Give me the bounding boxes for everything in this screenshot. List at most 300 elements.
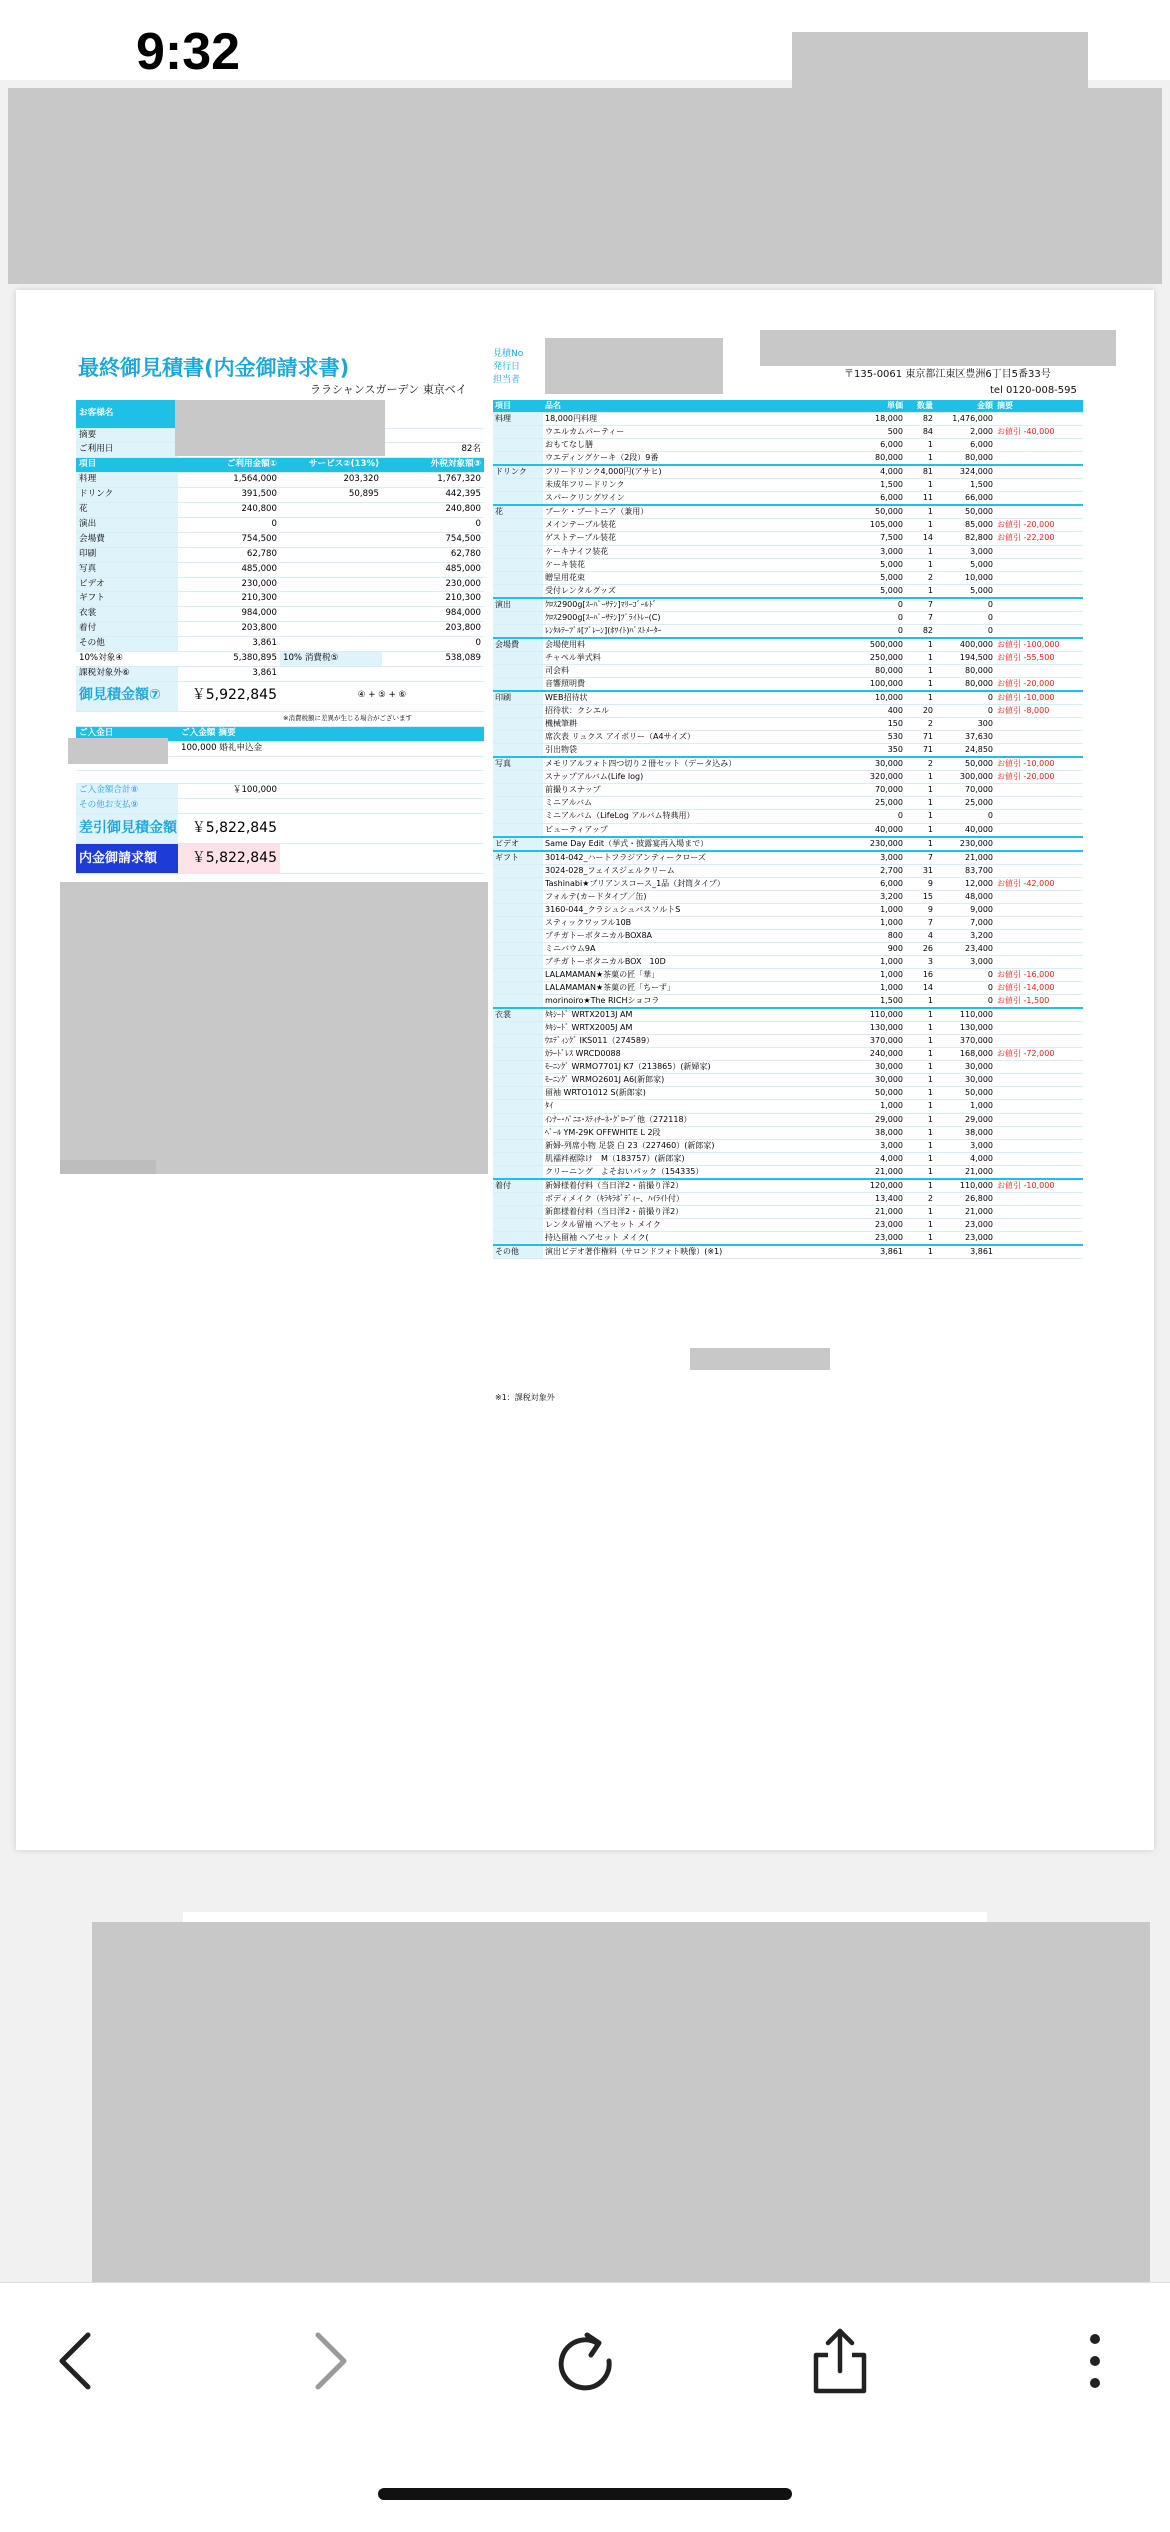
amount: 391,500 bbox=[178, 488, 280, 503]
item-row bbox=[493, 1008, 1083, 1022]
redacted-block bbox=[92, 1922, 1150, 2282]
quantity: 1 bbox=[905, 638, 935, 652]
item-name: 未成年フリードリンク bbox=[543, 479, 843, 492]
quantity: 1 bbox=[905, 837, 935, 851]
category bbox=[493, 823, 543, 837]
quantity: 1 bbox=[905, 1113, 935, 1126]
quantity: 14 bbox=[905, 982, 935, 995]
amount: 0 bbox=[935, 611, 995, 624]
quantity: 7 bbox=[905, 916, 935, 929]
share-button[interactable] bbox=[800, 2321, 880, 2401]
category bbox=[493, 969, 543, 982]
unit-price: 4,000 bbox=[843, 465, 905, 479]
items-table bbox=[493, 400, 1083, 1259]
item-row bbox=[493, 877, 1083, 890]
amount: 0 bbox=[935, 705, 995, 718]
quantity: 1 bbox=[905, 651, 935, 664]
item-name: 3014-042_ハートフラジアンティークローズ bbox=[543, 851, 843, 865]
quantity: 15 bbox=[905, 890, 935, 903]
category bbox=[493, 558, 543, 571]
item-row bbox=[493, 611, 1083, 624]
category: その他 bbox=[76, 637, 178, 652]
category bbox=[493, 479, 543, 492]
item-row bbox=[493, 1139, 1083, 1152]
amount: 230,000 bbox=[935, 837, 995, 851]
item-row bbox=[493, 890, 1083, 903]
amount: 50,000 bbox=[935, 505, 995, 519]
unit-price: 30,000 bbox=[843, 1074, 905, 1087]
amount: 130,000 bbox=[935, 1022, 995, 1035]
category: ビデオ bbox=[493, 837, 543, 851]
remark bbox=[995, 1035, 1083, 1048]
unit-price: 6,000 bbox=[843, 492, 905, 506]
amount: 23,000 bbox=[935, 1218, 995, 1231]
amount: 37,630 bbox=[935, 731, 995, 744]
quantity: 1 bbox=[905, 1245, 935, 1259]
quantity: 1 bbox=[905, 1165, 935, 1179]
amount: 485,000 bbox=[382, 562, 484, 577]
amount: 40,000 bbox=[935, 823, 995, 837]
category bbox=[493, 545, 543, 558]
category bbox=[493, 916, 543, 929]
unit-price: 320,000 bbox=[843, 771, 905, 784]
pay-amount-header: ご入金額 摘要 bbox=[178, 726, 484, 741]
note-row bbox=[76, 711, 484, 726]
item-row bbox=[493, 784, 1083, 797]
quantity: 71 bbox=[905, 744, 935, 758]
remark bbox=[995, 598, 1083, 612]
item-row bbox=[493, 731, 1083, 744]
redacted-block bbox=[760, 330, 1116, 366]
amount: 984,000 bbox=[382, 607, 484, 622]
item-name: 持込留袖 ヘアセット メイク( bbox=[543, 1231, 843, 1245]
item-name: 席次表 リュクス アイボリー（A4サイズ） bbox=[543, 731, 843, 744]
unit-price: 21,000 bbox=[843, 1165, 905, 1179]
back-button[interactable] bbox=[36, 2321, 116, 2401]
amount: 30,000 bbox=[935, 1061, 995, 1074]
unit-price: 1,000 bbox=[843, 916, 905, 929]
item-name: おもてなし膳 bbox=[543, 439, 843, 452]
remark bbox=[995, 1074, 1083, 1087]
amount: 110,000 bbox=[935, 1179, 995, 1193]
category bbox=[493, 797, 543, 810]
item-row bbox=[493, 771, 1083, 784]
item-name: WEB招待状 bbox=[543, 691, 843, 705]
amount: 3,000 bbox=[935, 545, 995, 558]
quantity: 1 bbox=[905, 823, 935, 837]
category: 着付 bbox=[76, 622, 178, 637]
item-row bbox=[493, 823, 1083, 837]
unit-price: 80,000 bbox=[843, 664, 905, 677]
remark bbox=[995, 479, 1083, 492]
unit-price: 3,000 bbox=[843, 851, 905, 865]
amount: 29,000 bbox=[935, 1113, 995, 1126]
quantity: 1 bbox=[905, 995, 935, 1009]
amount: 1,500 bbox=[935, 479, 995, 492]
info-label: 摘要 bbox=[76, 428, 178, 443]
item-name: チャペル挙式料 bbox=[543, 651, 843, 664]
unit-price: 800 bbox=[843, 929, 905, 942]
summary-row bbox=[76, 637, 484, 652]
category: ドリンク bbox=[76, 488, 178, 503]
amount: 21,000 bbox=[935, 1205, 995, 1218]
amount: 400,000 bbox=[935, 638, 995, 652]
category bbox=[493, 718, 543, 731]
unit-price: 10,000 bbox=[843, 691, 905, 705]
amount: 230,000 bbox=[178, 577, 280, 592]
item-name: 音響照明費 bbox=[543, 677, 843, 691]
remark bbox=[995, 916, 1083, 929]
item-name: スティックワッフル10B bbox=[543, 916, 843, 929]
item-name: 司会料 bbox=[543, 664, 843, 677]
info-label: ご利用日 bbox=[76, 443, 178, 458]
column-header: 数量 bbox=[905, 400, 935, 413]
item-name: 新郎様着付料（当日洋2・前撮り洋2） bbox=[543, 1205, 843, 1218]
paid-total-label: ご入金額合計⑧ bbox=[76, 784, 178, 799]
item-name: ウエディングケーキ（2段）9番 bbox=[543, 452, 843, 466]
item-name: スナップアルバム(Life log) bbox=[543, 771, 843, 784]
quantity: 2 bbox=[905, 757, 935, 771]
amount: 300 bbox=[935, 718, 995, 731]
category bbox=[493, 903, 543, 916]
item-name: ミニバウム9A bbox=[543, 942, 843, 955]
remark: お値引 -22,200 bbox=[995, 532, 1083, 545]
quantity: 16 bbox=[905, 969, 935, 982]
category bbox=[493, 519, 543, 532]
quantity: 82 bbox=[905, 624, 935, 638]
share-icon bbox=[808, 2327, 872, 2395]
redacted-block bbox=[792, 32, 1088, 90]
item-row bbox=[493, 1100, 1083, 1113]
summary-row bbox=[76, 488, 484, 503]
category: 花 bbox=[493, 505, 543, 519]
info-value: 82名 bbox=[382, 443, 484, 458]
amount: 3,000 bbox=[935, 955, 995, 968]
item-name: 留袖 WRTO1012 S(新郎家) bbox=[543, 1087, 843, 1100]
quantity: 71 bbox=[905, 731, 935, 744]
note: ※消費税額に差異が生じる場合がございます bbox=[280, 711, 484, 726]
forward-icon bbox=[308, 2329, 352, 2393]
amount: 62,780 bbox=[178, 547, 280, 562]
unit-price: 30,000 bbox=[843, 757, 905, 771]
category: ドリンク bbox=[493, 465, 543, 479]
item-name: ｸﾛｽ2900g[ｽｰﾊﾟｰｻﾃﾝ]ﾌﾟﾗｲﾄﾚｰ(C) bbox=[543, 611, 843, 624]
item-row bbox=[493, 545, 1083, 558]
quantity: 1 bbox=[905, 797, 935, 810]
category bbox=[493, 1192, 543, 1205]
tel: tel 0120-008-595 bbox=[990, 385, 1077, 396]
amount: 62,780 bbox=[382, 547, 484, 562]
remark bbox=[995, 1139, 1083, 1152]
item-name: morinoiro★The RICHショコラ bbox=[543, 995, 843, 1009]
remark bbox=[995, 505, 1083, 519]
paid-row bbox=[76, 784, 484, 799]
item-name: LALAMAMAN★茶菓の匠「華」 bbox=[543, 969, 843, 982]
column-header: 品名 bbox=[543, 400, 843, 413]
item-name: ｶﾗｰﾄﾞﾚｽ WRCD0088 bbox=[543, 1048, 843, 1061]
staff-label: 担当者 bbox=[493, 375, 521, 385]
remark bbox=[995, 823, 1083, 837]
amount: 203,320 bbox=[280, 473, 382, 488]
item-row bbox=[493, 1035, 1083, 1048]
item-row bbox=[493, 1113, 1083, 1126]
blank bbox=[178, 799, 484, 814]
item-row bbox=[493, 810, 1083, 823]
formula: ④ + ⑤ + ⑥ bbox=[280, 681, 484, 711]
amount: 370,000 bbox=[935, 1035, 995, 1048]
amount: 85,000 bbox=[935, 519, 995, 532]
remark bbox=[995, 903, 1083, 916]
item-row bbox=[493, 677, 1083, 691]
remark bbox=[995, 624, 1083, 638]
amount bbox=[280, 562, 382, 577]
remark: お値引 -20,000 bbox=[995, 771, 1083, 784]
unit-price: 530 bbox=[843, 731, 905, 744]
item-name: ﾀｷｼｰﾄﾞ WRTX2013J AM bbox=[543, 1008, 843, 1022]
quantity: 14 bbox=[905, 532, 935, 545]
quantity: 1 bbox=[905, 771, 935, 784]
estimate-row bbox=[76, 681, 484, 711]
remark: お値引 -100,000 bbox=[995, 638, 1083, 652]
amount: 300,000 bbox=[935, 771, 995, 784]
remark: お値引 -10,000 bbox=[995, 1179, 1083, 1193]
column-header: サービス②(13%) bbox=[280, 458, 382, 473]
unit-price: 40,000 bbox=[843, 823, 905, 837]
amount: 754,500 bbox=[382, 532, 484, 547]
item-row bbox=[493, 413, 1083, 426]
reload-button[interactable] bbox=[545, 2321, 625, 2401]
tax-row bbox=[76, 652, 484, 667]
category: 着付 bbox=[493, 1179, 543, 1193]
item-row bbox=[493, 744, 1083, 758]
amount: 3,861 bbox=[935, 1245, 995, 1259]
remark bbox=[995, 1231, 1083, 1245]
item-name: 受付レンタルグッズ bbox=[543, 584, 843, 598]
item-name: ウエルカムパーティー bbox=[543, 426, 843, 439]
redacted-block bbox=[690, 1348, 830, 1370]
unit-price: 6,000 bbox=[843, 877, 905, 890]
balance-value: ￥5,822,845 bbox=[178, 814, 280, 844]
item-name: ミニアルバム bbox=[543, 797, 843, 810]
quantity: 82 bbox=[905, 413, 935, 426]
amount: 0 bbox=[935, 995, 995, 1009]
remark bbox=[995, 1100, 1083, 1113]
amount: 80,000 bbox=[935, 677, 995, 691]
amount: 0 bbox=[935, 810, 995, 823]
unit-price: 3,000 bbox=[843, 545, 905, 558]
amount bbox=[280, 532, 382, 547]
invoice-value: ￥5,822,845 bbox=[178, 844, 280, 874]
amount: 0 bbox=[935, 624, 995, 638]
quantity: 1 bbox=[905, 1061, 935, 1074]
item-row bbox=[493, 651, 1083, 664]
category: 衣裳 bbox=[76, 607, 178, 622]
unit-price: 1,000 bbox=[843, 955, 905, 968]
amount: 23,400 bbox=[935, 942, 995, 955]
quantity: 11 bbox=[905, 492, 935, 506]
category bbox=[493, 1074, 543, 1087]
item-row bbox=[493, 1218, 1083, 1231]
category bbox=[493, 1100, 543, 1113]
unit-price: 1,500 bbox=[843, 479, 905, 492]
amount: 21,000 bbox=[935, 1165, 995, 1179]
quantity: 1 bbox=[905, 558, 935, 571]
category: 料理 bbox=[493, 413, 543, 426]
quantity: 7 bbox=[905, 851, 935, 865]
amount: 3,000 bbox=[935, 1139, 995, 1152]
remark bbox=[995, 1126, 1083, 1139]
quantity: 31 bbox=[905, 864, 935, 877]
amount: 50,000 bbox=[935, 1087, 995, 1100]
unit-price: 250,000 bbox=[843, 651, 905, 664]
forward-button[interactable] bbox=[290, 2321, 370, 2401]
item-name: ミニアルバム（LifeLog アルバム特典用） bbox=[543, 810, 843, 823]
remark bbox=[995, 731, 1083, 744]
amount bbox=[280, 607, 382, 622]
unit-price: 6,000 bbox=[843, 439, 905, 452]
category bbox=[493, 677, 543, 691]
category bbox=[493, 571, 543, 584]
item-row bbox=[493, 465, 1083, 479]
unit-price: 50,000 bbox=[843, 505, 905, 519]
item-name: ｳｴﾃﾞｨﾝｸﾞ IKS011（274589） bbox=[543, 1035, 843, 1048]
quantity: 4 bbox=[905, 929, 935, 942]
quantity: 1 bbox=[905, 1022, 935, 1035]
category bbox=[493, 584, 543, 598]
summary-table bbox=[76, 400, 484, 874]
items-header bbox=[493, 400, 1083, 413]
summary-row bbox=[76, 562, 484, 577]
item-row bbox=[493, 638, 1083, 652]
amount: 7,000 bbox=[935, 916, 995, 929]
unit-price: 13,400 bbox=[843, 1192, 905, 1205]
quantity: 1 bbox=[905, 677, 935, 691]
summary-row bbox=[76, 532, 484, 547]
item-name: ﾓｰﾆﾝｸﾞ WRMO7701J K7（213865）(新婦家) bbox=[543, 1061, 843, 1074]
unit-price: 3,200 bbox=[843, 890, 905, 903]
amount: 23,000 bbox=[935, 1231, 995, 1245]
amount: 0 bbox=[382, 517, 484, 532]
item-name: 引出物袋 bbox=[543, 744, 843, 758]
amount: 3,200 bbox=[935, 929, 995, 942]
item-name: 贈呈用花束 bbox=[543, 571, 843, 584]
remark: お値引 -8,000 bbox=[995, 705, 1083, 718]
quantity: 84 bbox=[905, 426, 935, 439]
remark bbox=[995, 545, 1083, 558]
blank bbox=[280, 814, 484, 844]
more-button[interactable] bbox=[1055, 2321, 1135, 2401]
amount: 210,300 bbox=[178, 592, 280, 607]
unit-price: 1,000 bbox=[843, 1100, 905, 1113]
unit-price: 100,000 bbox=[843, 677, 905, 691]
customer-label: お客様名 bbox=[76, 400, 178, 428]
category bbox=[493, 864, 543, 877]
category bbox=[493, 1218, 543, 1231]
amount: 26,800 bbox=[935, 1192, 995, 1205]
unit-price: 18,000 bbox=[843, 413, 905, 426]
quantity: 1 bbox=[905, 691, 935, 705]
item-name: レンタル留袖 ヘアセット メイク bbox=[543, 1218, 843, 1231]
blank bbox=[280, 784, 484, 799]
category: 写真 bbox=[493, 757, 543, 771]
column-header: 項目 bbox=[493, 400, 543, 413]
category: 料理 bbox=[76, 473, 178, 488]
item-row bbox=[493, 426, 1083, 439]
redacted-block bbox=[60, 1160, 156, 1174]
category bbox=[493, 1152, 543, 1165]
invoice-label: 内金御請求額 bbox=[76, 844, 178, 874]
category: 写真 bbox=[76, 562, 178, 577]
quantity: 1 bbox=[905, 1074, 935, 1087]
remark: お値引 -55,500 bbox=[995, 651, 1083, 664]
item-row bbox=[493, 558, 1083, 571]
estimate-no-label: 見積No bbox=[493, 349, 524, 359]
item-row bbox=[493, 705, 1083, 718]
remark bbox=[995, 890, 1083, 903]
quantity: 1 bbox=[905, 1126, 935, 1139]
status-time: 9:32 bbox=[136, 23, 241, 81]
amount: 80,000 bbox=[935, 452, 995, 466]
home-indicator bbox=[378, 2488, 792, 2500]
amount: 3,861 bbox=[178, 637, 280, 652]
category bbox=[493, 942, 543, 955]
unit-price: 130,000 bbox=[843, 1022, 905, 1035]
amount bbox=[280, 592, 382, 607]
category: その他 bbox=[493, 1245, 543, 1259]
item-row bbox=[493, 969, 1083, 982]
item-name: ケーキ装花 bbox=[543, 558, 843, 571]
category: 印刷 bbox=[493, 691, 543, 705]
remark bbox=[995, 492, 1083, 506]
amount: 50,000 bbox=[935, 757, 995, 771]
pay-row bbox=[76, 770, 484, 784]
column-header: 外税対象額③ bbox=[382, 458, 484, 473]
category: 演出 bbox=[76, 517, 178, 532]
blank bbox=[76, 711, 280, 726]
item-name: 新婦様着付料（当日洋2・前撮り洋2） bbox=[543, 1179, 843, 1193]
pay-amount bbox=[178, 770, 484, 784]
amount: 203,800 bbox=[178, 622, 280, 637]
quantity: 1 bbox=[905, 664, 935, 677]
remark: お値引 -40,000 bbox=[995, 426, 1083, 439]
quantity: 1 bbox=[905, 1100, 935, 1113]
quantity: 1 bbox=[905, 1087, 935, 1100]
item-row bbox=[493, 452, 1083, 466]
tax-cell: 538,089 bbox=[382, 652, 484, 667]
item-row bbox=[493, 1061, 1083, 1074]
info-value bbox=[382, 428, 484, 443]
item-name: 18,000円料理 bbox=[543, 413, 843, 426]
unit-price: 5,000 bbox=[843, 558, 905, 571]
item-row bbox=[493, 624, 1083, 638]
category bbox=[493, 982, 543, 995]
amount: 485,000 bbox=[178, 562, 280, 577]
amount: 12,000 bbox=[935, 877, 995, 890]
amount: 0 bbox=[935, 598, 995, 612]
item-name: ビューティアップ bbox=[543, 823, 843, 837]
amount: 9,000 bbox=[935, 903, 995, 916]
remark: お値引 -10,000 bbox=[995, 691, 1083, 705]
unit-price: 120,000 bbox=[843, 1179, 905, 1193]
remark bbox=[995, 1152, 1083, 1165]
amount: 110,000 bbox=[935, 1008, 995, 1022]
item-row bbox=[493, 1048, 1083, 1061]
redacted-block bbox=[175, 400, 385, 456]
unit-price: 0 bbox=[843, 611, 905, 624]
quantity: 7 bbox=[905, 598, 935, 612]
amount: 194,500 bbox=[935, 651, 995, 664]
category bbox=[493, 439, 543, 452]
